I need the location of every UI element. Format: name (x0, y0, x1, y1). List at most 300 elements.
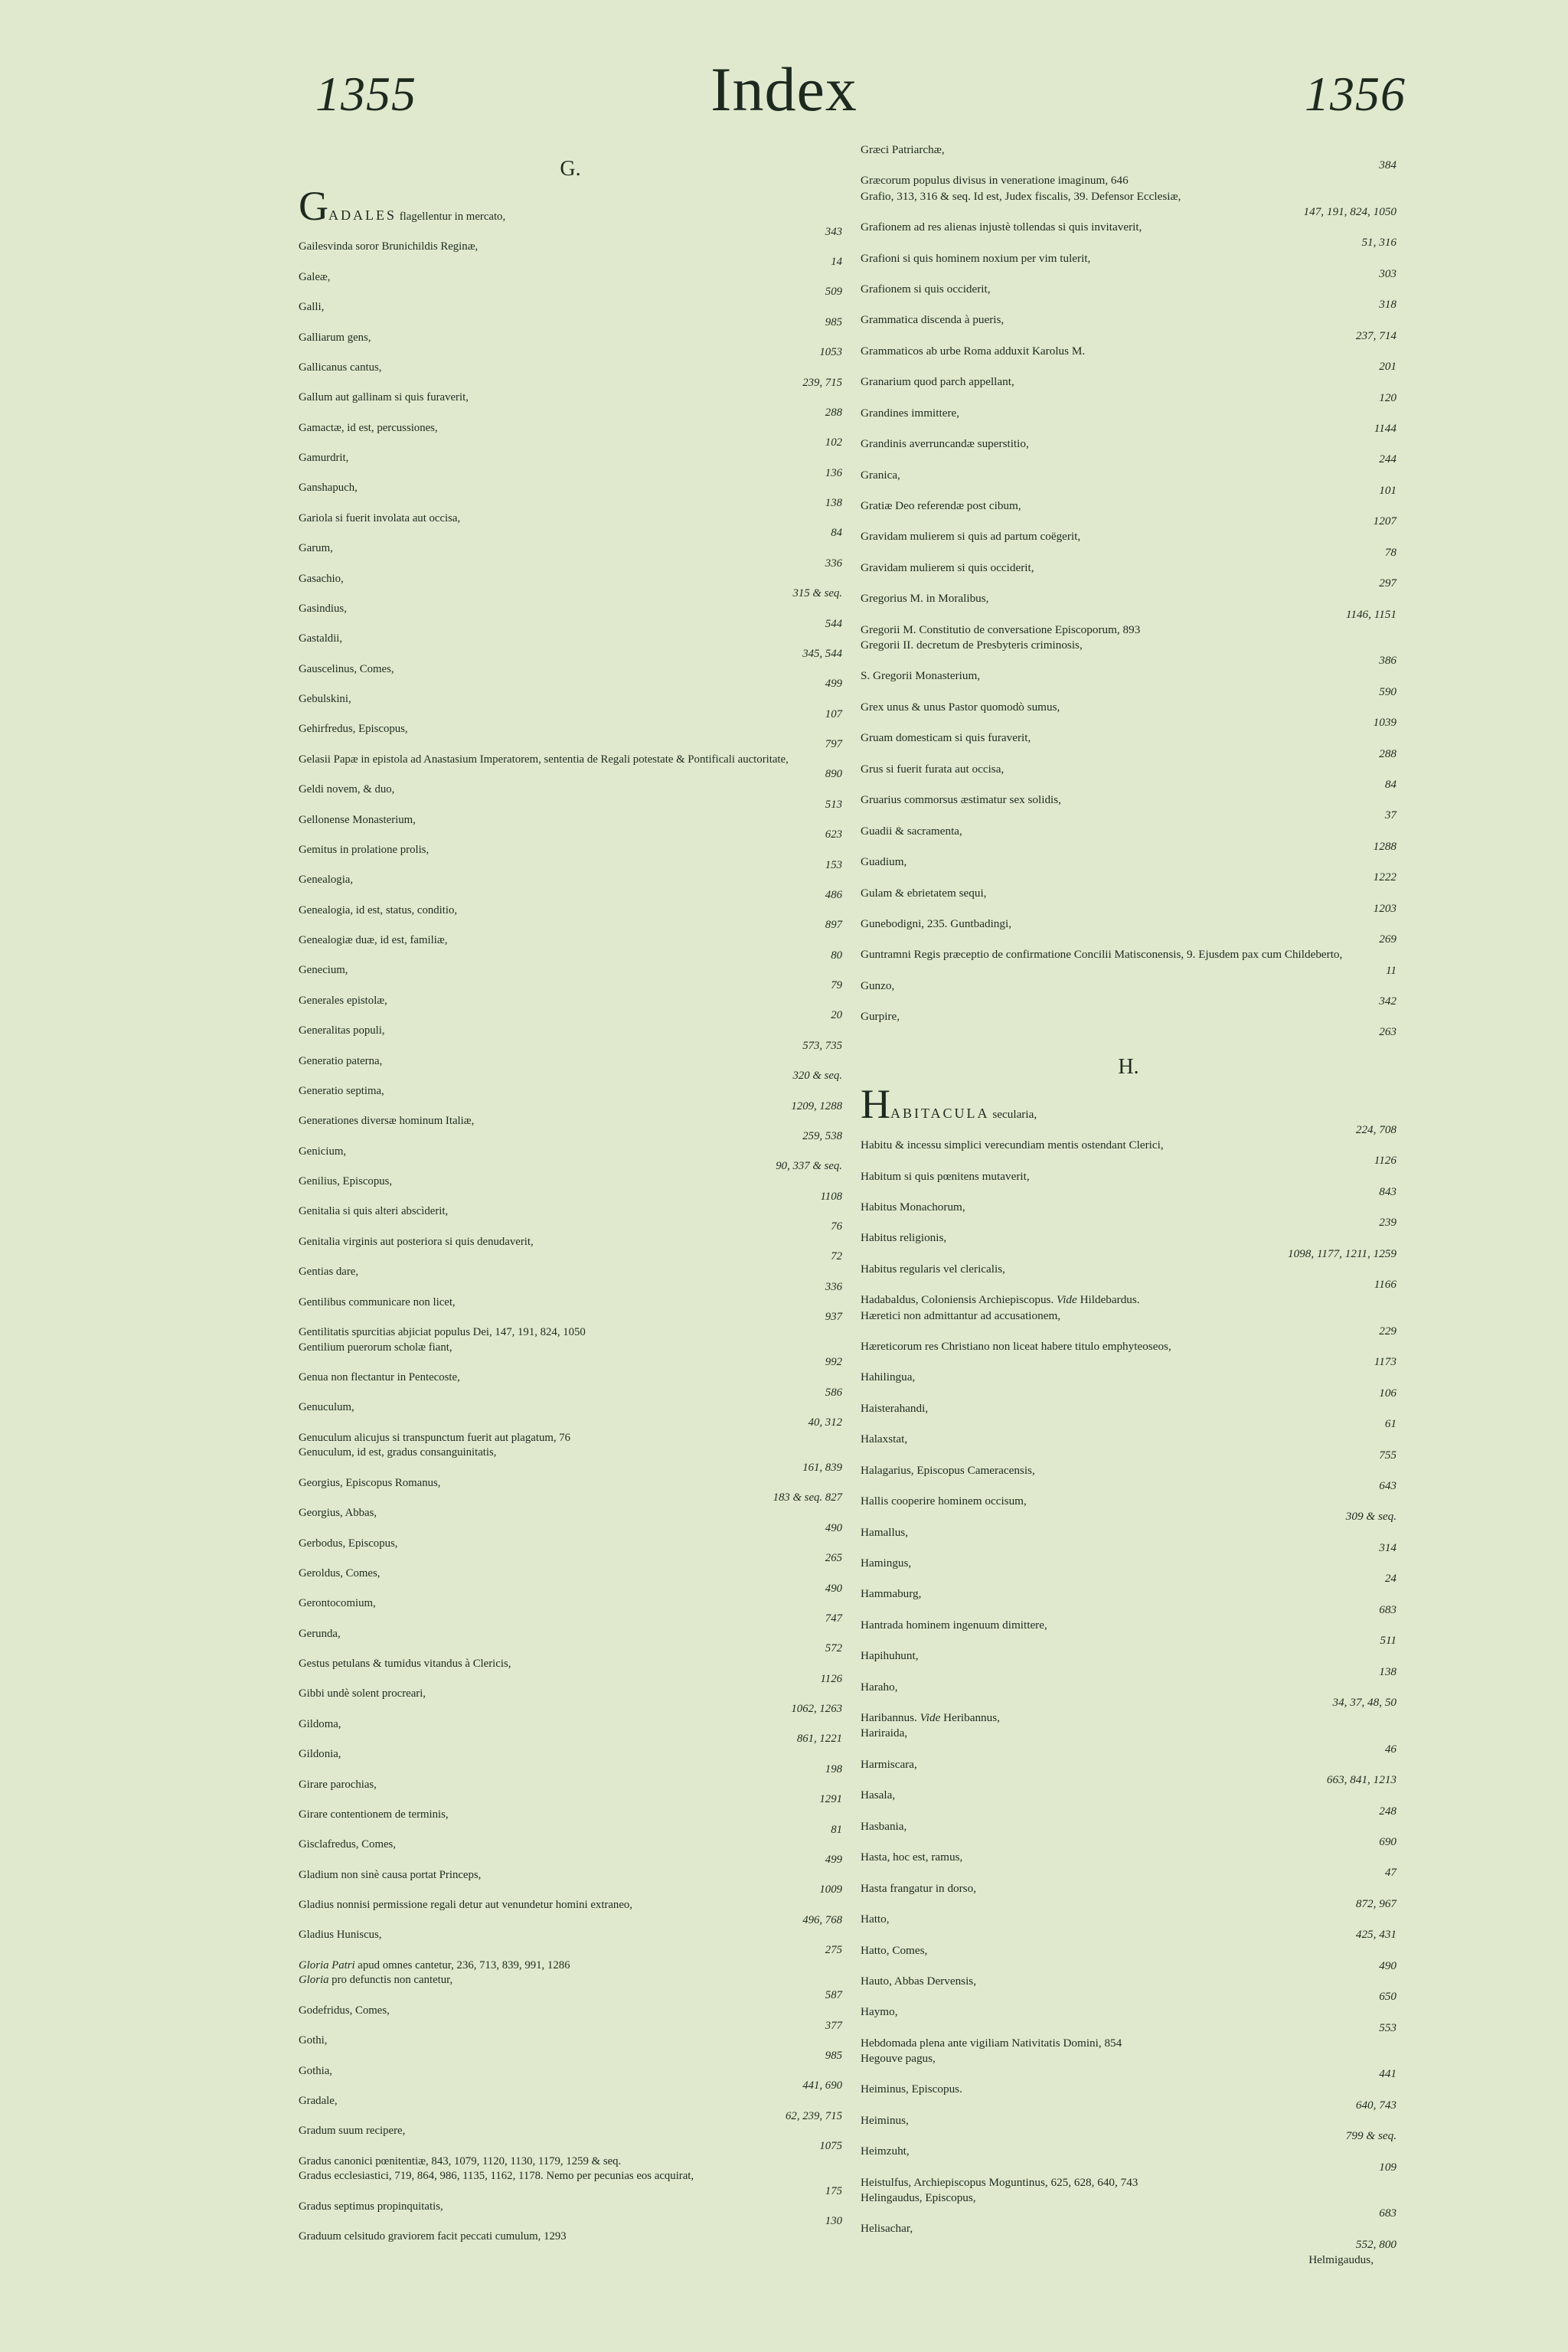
page-references: 499 (825, 1853, 842, 1866)
entry-text: Hæreticorum res Christiano non liceat habere titulo emphyteoseos, (861, 1339, 1171, 1353)
index-entry (299, 1868, 842, 1898)
page-references: 106 (1379, 1386, 1396, 1400)
page-references: 336 (825, 1280, 842, 1293)
entry-term (299, 451, 842, 466)
page-references: 441, 690 (802, 2079, 842, 2092)
index-entry (299, 2169, 842, 2199)
index-entry (861, 2221, 1396, 2252)
entry-term (299, 481, 842, 496)
index-entry (299, 1024, 842, 1054)
index-entry (299, 1657, 842, 1687)
page-references: 1144 (1374, 421, 1396, 435)
page-references: 61 (1384, 1417, 1396, 1431)
entry-term (299, 361, 842, 376)
cross-reference-vide: Vide (1057, 1293, 1077, 1307)
entry-text: Genealogia, (299, 874, 354, 887)
entry-text: Hasta, hoc est, ramus, (861, 1851, 963, 1864)
index-entry (299, 2034, 842, 2063)
entry-text: Haribannus. (861, 1711, 917, 1725)
entry-term (299, 1506, 842, 1521)
entry-text: Gothi, (299, 2034, 328, 2047)
entry-text: Helisachar, (861, 2222, 913, 2236)
entry-text: Genitalia virginis aut posteriora si quis denudaverit, (299, 1235, 534, 1248)
entry-term (861, 312, 1396, 328)
index-entry (861, 1680, 1396, 1710)
entry-term (299, 1446, 842, 1461)
entry-text: Grammatica discenda à pueris, (861, 313, 1004, 327)
index-entry (299, 361, 842, 390)
index-entry (299, 2124, 842, 2154)
entry-term (299, 2004, 842, 2019)
page-references: 509 (825, 286, 842, 299)
index-entry (299, 451, 842, 481)
page-number-left: 1355 (315, 67, 416, 121)
index-entry (861, 282, 1396, 312)
page-references: 138 (1379, 1664, 1396, 1678)
entry-text: Grandines immittere, (861, 406, 960, 420)
entry-text: Gehirfredus, Episcopus, (299, 723, 408, 736)
entry-text: Gulam & ebrietatem sequi, (861, 886, 987, 900)
entry-text: Hegouve pagus, (861, 2052, 936, 2066)
page-references: 79 (831, 979, 842, 992)
page-references: 259, 538 (802, 1129, 842, 1142)
page-references: 224, 708 (1355, 1122, 1396, 1136)
entry-text: Gellonense Monasterium, (299, 813, 416, 826)
index-entry (299, 270, 842, 300)
index-entry (861, 886, 1396, 916)
entry-text: Genua non flectantur in Pentecoste, (299, 1370, 460, 1383)
page-references: 897 (825, 919, 842, 932)
page-references: 890 (825, 768, 842, 781)
page-references: 345, 544 (802, 647, 842, 660)
entry-text: Gelasii Papæ in epistola ad Anastasium Imperatorem, sententia de Regali potestate & Pontificali auctoritate, (299, 753, 789, 766)
page-references: 1166 (1374, 1278, 1396, 1292)
entry-text: Hallis cooperire hominem occisum, (861, 1494, 1027, 1508)
page-references: 244 (1379, 452, 1396, 466)
entry-text: Hatto, (861, 1913, 890, 1926)
page-references: 937 (825, 1311, 842, 1324)
entry-text: Gregorii II. decretum de Presbyteris criminosis, (861, 639, 1083, 652)
entry-term (299, 753, 842, 768)
entry-text: Hatto, Comes, (861, 1943, 928, 1957)
entry-term (299, 1370, 842, 1386)
entry-term (861, 1819, 1396, 1834)
entry-text: Habitus Monachorum, (861, 1200, 965, 1214)
entry-term (861, 142, 1396, 158)
index-entry (861, 498, 1396, 529)
entry-term (861, 1230, 1396, 1246)
entry-text: Gauscelinus, Comes, (299, 662, 394, 675)
page-references: 130 (825, 2215, 842, 2228)
entry-term (861, 2004, 1396, 2020)
entry-text: Gothia, (299, 2064, 332, 2077)
entry-term (861, 916, 1396, 932)
index-entry (299, 662, 842, 692)
index-entry (299, 572, 842, 602)
index-entry (299, 1778, 842, 1808)
entry-term (299, 632, 842, 647)
entry-text: Gruam domesticam si quis furaverit, (861, 731, 1031, 745)
page-references: 34, 37, 48, 50 (1332, 1696, 1396, 1709)
entry-term (299, 240, 842, 255)
entry-text: Gladium non sinè causa portat Princeps, (299, 1868, 482, 1881)
index-entry (861, 1292, 1396, 1308)
entry-text: Gradus septimus propinquitatis, (299, 2200, 443, 2213)
entry-text: Gunebodigni, 235. Guntbadingi, (861, 916, 1011, 930)
entry-text: Grafionem ad res alienas injustè tollendas si quis invitaverit, (861, 220, 1142, 234)
entry-text: Haraho, (861, 1680, 898, 1694)
entry-text: Grafioni si quis hominem noxium per vim tulerit, (861, 251, 1091, 265)
entry-text: Gradus ecclesiastici, 719, 864, 986, 1135, 1162, 1178. Nemo per pecunias eos acquirat, (299, 2170, 694, 2183)
page-references: 81 (831, 1823, 842, 1836)
entry-term (299, 1958, 842, 1974)
entry-term (861, 886, 1396, 901)
index-entry (299, 903, 842, 933)
entry-term (861, 2221, 1396, 2236)
page-references: 1288 (1373, 839, 1396, 853)
page-references: 553 (1379, 2020, 1396, 2034)
index-entry (861, 1339, 1396, 1370)
entry-term (299, 903, 842, 919)
index-entry (861, 1943, 1396, 1974)
index-entry (299, 1054, 842, 1084)
entry-text: Grafionem si quis occiderit, (861, 282, 991, 296)
entry-text: Gravidam mulierem si quis occiderit, (861, 560, 1034, 574)
entry-term (861, 468, 1396, 483)
entry-term (861, 2036, 1396, 2051)
entry-term (861, 2113, 1396, 2128)
page-references: 183 & seq. 827 (773, 1491, 842, 1504)
page-references: 320 & seq. (792, 1070, 842, 1083)
entry-term (299, 1204, 842, 1220)
entry-term (299, 541, 842, 557)
page-references: 198 (825, 1762, 842, 1775)
entry-text: Haymo, (861, 2005, 898, 2019)
entry-text: Hasta frangatur in dorso, (861, 1881, 976, 1895)
index-entry (299, 994, 842, 1024)
entry-term (861, 947, 1396, 962)
index-entry (861, 1757, 1396, 1788)
entry-term (861, 282, 1396, 297)
entry-text: Girare parochias, (299, 1778, 377, 1791)
entry-term (299, 300, 842, 315)
page-references: 78 (1384, 545, 1396, 559)
entry-term (299, 2169, 842, 2184)
page-references: 229 (1379, 1324, 1396, 1338)
page-references: 985 (825, 315, 842, 328)
index-entry (861, 1648, 1396, 1679)
page-references: 24 (1384, 1572, 1396, 1586)
index-entry (299, 602, 842, 632)
index-entry (861, 1710, 1396, 1726)
entry-text: Girare contentionem de terminis, (299, 1808, 449, 1821)
index-entry (861, 1262, 1396, 1292)
index-entry (861, 406, 1396, 436)
entry-term (299, 1687, 842, 1702)
cross-reference-target: Heribannus, (943, 1711, 1000, 1725)
page-references: 513 (825, 798, 842, 811)
entry-text: Hasbania, (861, 1819, 907, 1833)
entry-text: Hæretici non admittantur ad accusationem, (861, 1308, 1061, 1322)
entry-term (299, 1325, 842, 1341)
page-references: 1098, 1177, 1211, 1259 (1287, 1246, 1396, 1260)
entry-term (861, 251, 1396, 266)
entry-term (861, 824, 1396, 839)
entry-term (861, 1292, 1396, 1308)
index-entry (861, 622, 1396, 638)
index-entry (299, 1204, 842, 1234)
page-references: 309 & seq. (1345, 1510, 1396, 1524)
entry-text: pro defunctis non cantetur, (332, 1974, 453, 1987)
entry-text: Galeæ, (299, 270, 331, 283)
entry-term (861, 700, 1396, 715)
index-entry (861, 2051, 1396, 2082)
page-references: 386 (1379, 654, 1396, 668)
index-entry (299, 183, 842, 240)
entry-text: Geroldus, Comes, (299, 1566, 381, 1579)
page-references: 318 (1379, 298, 1396, 312)
page-references: 490 (1379, 1958, 1396, 1972)
page-references: 441 (1379, 2067, 1396, 2081)
entry-text: Gregorii M. Constitutio de conversatione Episcoporum, 893 (861, 622, 1141, 636)
entry-term (861, 1138, 1396, 1153)
index-entry (299, 2154, 842, 2170)
page-references: 1108 (820, 1190, 842, 1203)
index-entry (299, 933, 842, 963)
drop-initial: H (861, 1080, 890, 1127)
entry-term (299, 1928, 842, 1943)
index-entry (299, 722, 842, 752)
index-entry (299, 421, 842, 451)
index-entry (299, 2064, 842, 2094)
page-references: 1291 (819, 1793, 842, 1806)
entry-term (861, 2144, 1396, 2159)
entry-term (299, 1747, 842, 1762)
entry-text: Hamingus, (861, 1557, 912, 1570)
entry-term (299, 1476, 842, 1491)
entry-term (861, 1710, 1396, 1726)
entry-term (861, 1308, 1396, 1324)
entry-term (299, 1295, 842, 1311)
index-entry (299, 1476, 842, 1506)
entry-term (861, 2082, 1396, 2097)
entry-term (861, 1648, 1396, 1664)
page-references: 1222 (1373, 871, 1396, 884)
index-entry (861, 2190, 1396, 2221)
page-references: 76 (831, 1220, 842, 1233)
index-entry (861, 824, 1396, 854)
entry-term (299, 1114, 842, 1129)
page-references: 297 (1379, 577, 1396, 590)
index-entry (861, 529, 1396, 560)
entry-term (299, 1400, 842, 1416)
page-references: 336 (825, 557, 842, 570)
page-references: 425, 431 (1355, 1928, 1396, 1942)
entry-term (861, 1494, 1396, 1509)
entry-text: Gasindius, (299, 602, 347, 615)
entry-term (299, 1973, 842, 1988)
entry-term (299, 183, 842, 229)
entry-text: Genecium, (299, 964, 348, 977)
entry-term (299, 994, 842, 1009)
page-references: 102 (825, 436, 842, 449)
entry-text: Ganshapuch, (299, 482, 358, 495)
entry-text: Gratiæ Deo referendæ post cibum, (861, 499, 1021, 513)
entry-text: Halaxstat, (861, 1432, 908, 1446)
entry-text: Græci Patriarchæ, (861, 143, 945, 156)
entry-term (299, 933, 842, 949)
page-references: 248 (1379, 1804, 1396, 1818)
entry-text: Generatio paterna, (299, 1054, 383, 1067)
page-references: 377 (825, 2019, 842, 2032)
index-entry (861, 312, 1396, 343)
page-references: 275 (825, 1944, 842, 1957)
entry-term (299, 813, 842, 828)
entry-term (861, 1463, 1396, 1478)
entry-text: Gestus petulans & tumidus vitandus à Clericis, (299, 1658, 511, 1670)
small-caps-word: ABITACULA (890, 1105, 990, 1121)
entry-text: Hadabaldus, Coloniensis Archiepiscopus. (861, 1293, 1054, 1307)
entry-term (861, 406, 1396, 421)
entry-term (299, 421, 842, 436)
page-references: 1126 (1374, 1154, 1396, 1168)
page-references: 51, 316 (1361, 236, 1396, 250)
index-entry (299, 481, 842, 511)
italic-term: Gloria Patri (299, 1958, 355, 1971)
entry-text: Graduum celsitudo graviorem facit peccati cumulum, 1293 (299, 2230, 567, 2243)
index-entry (299, 782, 842, 812)
page-references: 1203 (1373, 901, 1396, 915)
entry-term (861, 1881, 1396, 1896)
page-references: 1146, 1151 (1345, 607, 1396, 621)
index-entry (299, 1958, 842, 1974)
page-number-right: 1356 (1305, 67, 1406, 121)
entry-text: Generalitas populi, (299, 1024, 385, 1037)
entry-text: Grafio, 313, 316 & seq. Id est, Judex fiscalis, 39. Defensor Ecclesiæ, (861, 189, 1181, 203)
entry-text: Grandinis averruncandæ superstitio, (861, 437, 1029, 451)
index-entry (299, 1446, 842, 1475)
entry-term (861, 1262, 1396, 1277)
entry-term (299, 1235, 842, 1250)
entry-text: Haisterahandi, (861, 1401, 929, 1415)
page-references: 46 (1384, 1742, 1396, 1756)
entry-text: Habitum si quis pœnitens mutaverit, (861, 1169, 1030, 1183)
page-references: 161, 839 (802, 1462, 842, 1475)
page-references: 47 (1384, 1866, 1396, 1880)
index-entry (861, 730, 1396, 761)
entry-term (299, 1084, 842, 1099)
entry-term (299, 1024, 842, 1039)
page-references: 590 (1379, 684, 1396, 698)
entry-text: apud omnes cantetur, 236, 713, 839, 991, 1286 (358, 1958, 570, 1971)
entry-term (299, 572, 842, 587)
page-references: 552, 800 (1355, 2237, 1396, 2251)
index-entry (299, 1596, 842, 1626)
index-entry (299, 541, 842, 571)
entry-term (299, 873, 842, 888)
entry-text: Gregorius M. in Moralibus, (861, 592, 989, 606)
entry-text: Gurpire, (861, 1010, 900, 1024)
entry-term (861, 730, 1396, 746)
page-references: 985 (825, 2049, 842, 2062)
entry-term (861, 854, 1396, 870)
index-entry (861, 700, 1396, 730)
entry-term (299, 662, 842, 678)
index-entry (861, 978, 1396, 1009)
entry-text: Heiminus, (861, 2113, 909, 2127)
entry-term (861, 1943, 1396, 1958)
entry-text: Gamurdrit, (299, 452, 349, 464)
entry-text: Gallum aut gallinam si quis furaverit, (299, 391, 469, 404)
page-references: 623 (825, 828, 842, 841)
entry-term (299, 2064, 842, 2079)
entry-text: Hamallus, (861, 1525, 909, 1539)
index-entry (861, 1881, 1396, 1912)
entry-term (861, 1757, 1396, 1772)
entry-term (299, 1174, 842, 1190)
index-entry (861, 1308, 1396, 1339)
page-references: 797 (825, 738, 842, 751)
page-references: 84 (1384, 777, 1396, 791)
entry-term (861, 1080, 1396, 1127)
entry-text: flagellentur in mercato, (399, 211, 506, 223)
page-references: 107 (825, 707, 842, 720)
entry-term (861, 1586, 1396, 1602)
index-entry (299, 1566, 842, 1596)
entry-text: Grammaticos ab urbe Roma adduxit Karolus M. (861, 344, 1086, 358)
entry-term (861, 1009, 1396, 1024)
index-entry (861, 1370, 1396, 1400)
page-references: 1209, 1288 (791, 1099, 842, 1112)
entry-term (299, 1431, 842, 1446)
page-references: 799 & seq. (1345, 2129, 1396, 2143)
entry-text: Galliarum gens, (299, 331, 371, 344)
index-entry (861, 1463, 1396, 1494)
index-entry (861, 560, 1396, 591)
entry-term (299, 331, 842, 346)
entry-text: Heiminus, Episcopus. (861, 2082, 962, 2096)
page-references: 490 (825, 1521, 842, 1534)
page-references: 303 (1379, 266, 1396, 280)
index-entry-continuation: Helmigaudus, (1308, 2252, 1374, 2266)
entry-term (861, 638, 1396, 653)
entry-term (299, 782, 842, 798)
entry-term (299, 511, 842, 527)
index-entry (861, 1080, 1396, 1138)
entry-text: Gemitus in prolatione prolis, (299, 843, 430, 856)
entry-text: Gildoma, (299, 1717, 341, 1730)
entry-term (861, 2051, 1396, 2066)
entry-text: Georgius, Episcopus Romanus, (299, 1476, 441, 1489)
entry-text: Geldi novem, & duo, (299, 783, 395, 796)
index-entry (861, 189, 1396, 220)
index-entry (299, 2094, 842, 2124)
index-entry (299, 1145, 842, 1174)
section-heading: H. (1118, 1054, 1139, 1079)
page-references: 1207 (1373, 514, 1396, 528)
entry-text: Gunzo, (861, 978, 895, 992)
page-references: 690 (1379, 1834, 1396, 1848)
index-entry (861, 173, 1396, 188)
index-entry (861, 1230, 1396, 1261)
entry-text: Genealogia, id est, status, conditio, (299, 903, 458, 916)
index-entry (861, 638, 1396, 668)
index-entry (861, 1169, 1396, 1200)
page-references: 90, 337 & seq. (776, 1160, 842, 1173)
entry-text: Hasala, (861, 1788, 896, 1802)
entry-text: Gallicanus cantus, (299, 361, 382, 374)
index-entry (299, 511, 842, 541)
